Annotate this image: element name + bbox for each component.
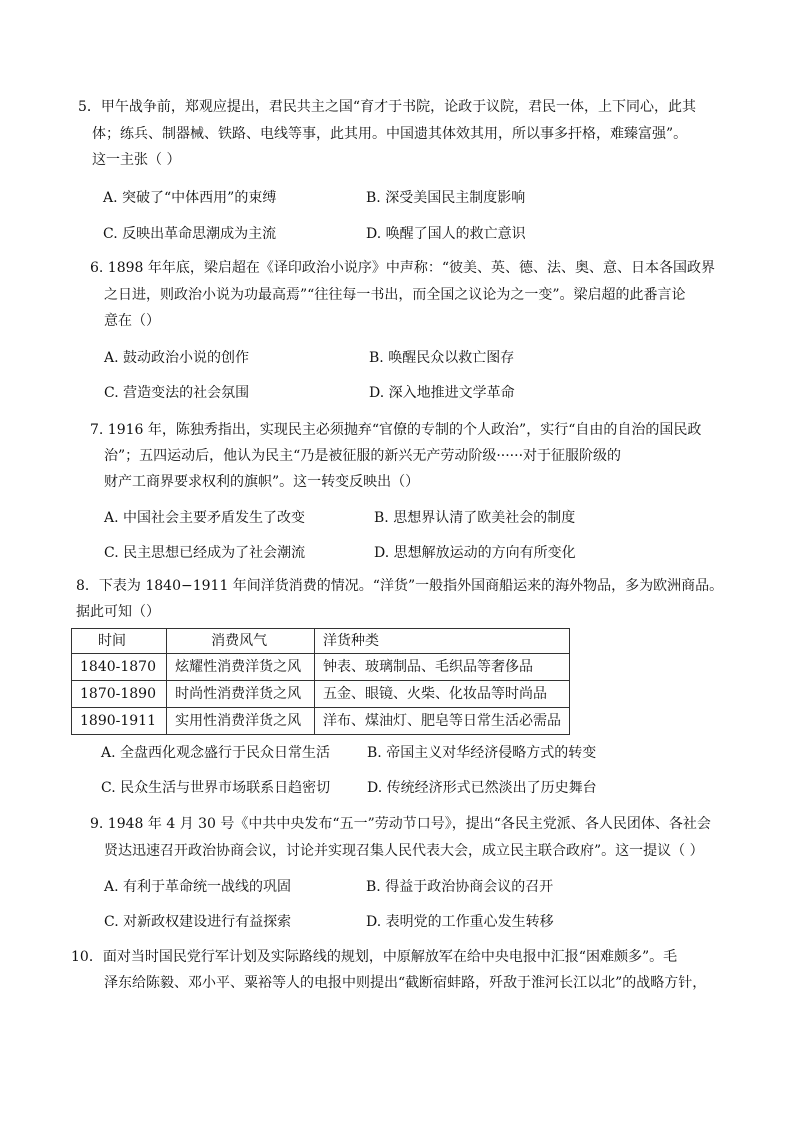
q8-option-b: B. 帝国主义对华经济侵略方式的转变 [367,745,597,761]
q5-option-a: A. 突破了“中体西用”的束缚 [103,190,277,206]
q8-option-c: C. 民众生活与世界市场联系日趋密切 [101,780,331,796]
q6-stem-line2: 之日进，则政治小说为功最高焉”“往往每一书出，而全国之议论为之一变”。梁启超的此番言论 [104,287,686,303]
q6-option-c: C. 营造变法的社会氛围 [104,385,250,401]
q9-stem-line2: 贤达迅速召开政治协商会议，讨论并实现召集人民代表大会，成立民主联合政府”。这一提议（ ） [104,843,704,859]
q7-option-c: C. 民主思想已经成为了社会潮流 [104,545,306,561]
table-cell-goods: 五金、眼镜、火柴、化妆品等时尚品 [315,681,570,708]
q7-option-a: A. 中国社会主要矛盾发生了改变 [104,510,306,526]
table-header-cell: 时间 [72,629,167,654]
table-cell-period: 1840-1870 [72,654,167,681]
q10-stem-line1: 10．面对当时国民党行军计划及实际路线的规划，中原解放军在给中央电报中汇报“困难颇多”。毛 [71,949,678,965]
table-header-cell: 洋货种类 [315,629,570,654]
q5-option-c: C. 反映出革命思潮成为主流 [103,226,277,242]
table-cell-trend: 实用性消费洋货之风 [167,708,315,735]
q8-option-d: D. 传统经济形式已然淡出了历史舞台 [367,780,597,796]
q5-option-d: D. 唤醒了国人的救亡意识 [366,226,526,242]
q9-option-a: A. 有利于革命统一战线的巩固 [104,879,292,895]
q9-option-c: C. 对新政权建设进行有益探索 [104,914,292,930]
table-header-cell: 消费风气 [167,629,315,654]
q7-option-d: D. 思想解放运动的方向有所变化 [374,545,576,561]
q6-stem-line3: 意在（） [104,313,160,329]
q7-option-b: B. 思想界认清了欧美社会的制度 [374,510,576,526]
table-row [72,654,570,681]
q8-stem-line2: 据此可知（） [76,604,160,620]
table-cell-period: 1870-1890 [72,681,167,708]
q5-option-b: B. 深受美国民主制度影响 [366,190,526,206]
q6-option-a: A. 鼓动政治小说的创作 [104,350,250,366]
table-cell-goods: 洋布、煤油灯、肥皂等日常生活必需品 [315,708,570,735]
table-row [72,708,570,735]
q9-stem-line1: 9. 1948 年 4 月 30 号《中共中央发布“五一”劳动节口号》，提出“各民主党派、各人民团体、各社会 [90,816,711,832]
q5-stem-line3: 这一主张（ ） [92,152,181,168]
table-cell-trend: 时尚性消费洋货之风 [167,681,315,708]
q5-stem-line1: 5．甲午战争前，郑观应提出，君民共主之国“育才于书院，论政于议院，君民一体，上下同心，此其 [78,99,697,115]
q6-option-d: D. 深入地推进文学革命 [369,385,515,401]
q6-option-b: B. 唤醒民众以救亡图存 [369,350,515,366]
q7-stem-line1: 7. 1916 年，陈独秀指出，实现民主必须抛弃“官僚的专制的个人政治”，实行“自由的自治的国民政 [90,422,702,438]
q9-option-d: D. 表明党的工作重心发生转移 [366,914,554,930]
q5-stem-line2: 体；练兵、制器械、铁路、电线等事，此其用。中国遗其体效其用，所以事多扞格，难臻富强”。 [92,126,688,142]
q8-option-a: A. 全盘西化观念盛行于民众日常生活 [101,745,331,761]
table-cell-period: 1890-1911 [72,708,167,735]
table-cell-goods: 钟表、玻璃制品、毛织品等奢侈品 [315,654,570,681]
table-cell-trend: 炫耀性消费洋货之风 [167,654,315,681]
q8-data-table [71,628,570,735]
table-header-row [72,629,570,654]
q8-stem-line1: 8．下表为 1840−1911 年间洋货消费的情况。“洋货”一般指外国商船运来的海外物品，多为欧洲商品。 [76,578,724,594]
table-row [72,681,570,708]
q6-stem-line1: 6. 1898 年年底，梁启超在《译印政治小说序》中声称：“彼美、英、德、法、奥、意、日本各国政界 [90,260,716,276]
q7-stem-line3: 财产工商界要求权利的旗帜”。这一转变反映出（） [104,474,420,490]
q9-option-b: B. 得益于政治协商会议的召开 [366,879,554,895]
q7-stem-line2: 治”；五四运动后，他认为民主“乃是被征服的新兴无产劳动阶级······对于征服阶级的 [104,448,622,464]
q10-stem-line2: 泽东给陈毅、邓小平、粟裕等人的电报中则提出“截断宿蚌路，歼敌于淮河长江以北”的战略方针， [104,975,707,991]
